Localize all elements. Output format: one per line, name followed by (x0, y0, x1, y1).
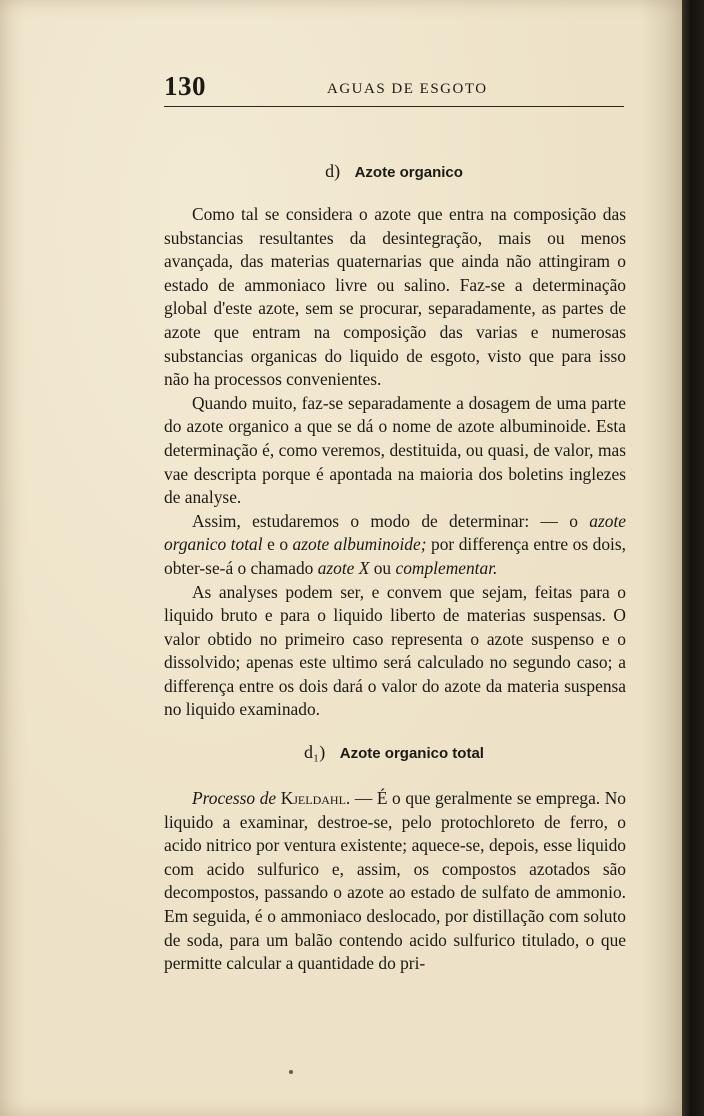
section-heading-d (164, 160, 624, 184)
text-run: ou (369, 557, 396, 578)
section-label: d) (325, 161, 341, 181)
text-run: por differença entre os dois, obter-se-á o chamado (164, 534, 626, 578)
paragraph: As analyses podem ser, e convem que sejam, feitas para o liquido bruto e para o liquido liberto de materias suspensas. O valor obtido no primeiro caso representa o azote suspenso e o dissolvido; apenas este ultimo será calculado no segundo caso; a differença entre os dois dará o valor do azote da materia suspensa no liquido examinado. (164, 581, 626, 720)
header-rule (164, 106, 624, 107)
section-heading-text: Azote organico total (339, 745, 484, 762)
italic-term: azote albuminoide; (292, 534, 427, 555)
paragraph: Quando muito, faz-se separadamente a dosagem de uma parte do azote organico a que se dá o nome de azote albuminoide. Esta determinação é, como veremos, destituida, ou quasi, de valor, mas vae descripta porque é apontada na maioria dos boletins inglezes de analyse. (164, 392, 626, 508)
italic-term: azote organico total (164, 510, 626, 555)
text-run: — É o que geralmente se emprega. No liquido a examinar, destroe-se, pelo protochloreto de ferro, o acido nitrico por ventura existente; aquece-se, depois, esse liquido com acido sulfurico e, assim, os compostos azotados são decompostos, passando o azote ao estado de sulfato de ammonio. Em seguida, é o ammoniaco deslocado, por distillação com soluto de soda, para um balão contendo acido sulfurico titulado, o que permitte calcular a quantidade do pri- (164, 788, 626, 974)
section-d1-body (164, 787, 626, 976)
paragraph-assim (164, 510, 626, 581)
section-heading-d1 (164, 741, 624, 765)
paragraph-kjeldahl (164, 787, 626, 976)
page-header (164, 70, 624, 106)
process-label: Processo de (192, 788, 277, 808)
paragraph: Como tal se considera o azote que entra na composição das substancias resultantes da desintegração, mais ou menos avançada, das materias quaternarias que ainda não attingiram o estado de ammoniaco livre ou salino. Faz-se a determinação global d'este azote, sem se procurar, separadamente, as partes de azote que entram na composição das varias e numerosas substancias organicas do liquido de esgoto, visto que para isso não ha processos convenientes. (164, 204, 626, 390)
section-heading-text: Azote organico (354, 164, 463, 181)
page-number: 130 (164, 71, 206, 101)
page-edge-shadow (682, 0, 704, 1116)
section-label: d₁) (304, 742, 326, 762)
running-title: AGUAS DE ESGOTO (327, 81, 488, 97)
italic-term: azote X (317, 557, 370, 578)
text-run: e o (262, 534, 293, 555)
section-d-body (164, 203, 626, 722)
italic-term: complementar. (395, 557, 498, 578)
text-run: Assim, estudaremos o modo de determinar: — o (192, 510, 590, 531)
page-speck (289, 1070, 293, 1074)
author-name: Kjeldahl. (280, 788, 351, 808)
